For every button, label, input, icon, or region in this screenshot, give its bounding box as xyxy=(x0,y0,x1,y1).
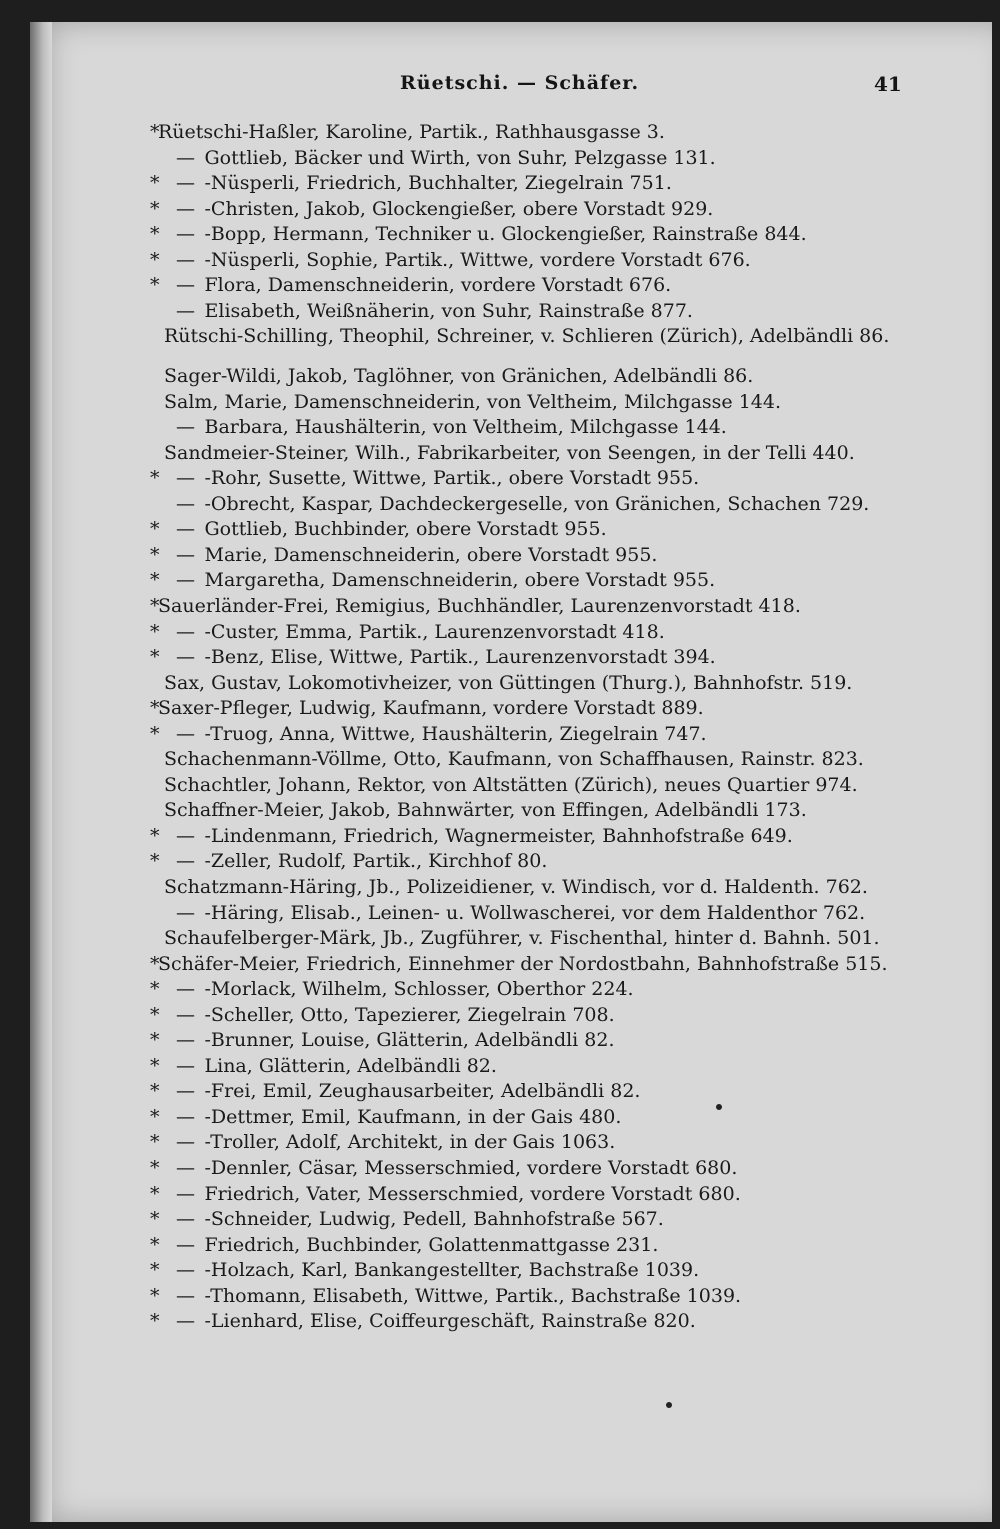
entry-text: Saxer-Pfleger, Ludwig, Kaufmann, vordere Vorstadt 889. xyxy=(158,697,704,720)
entry-body xyxy=(176,197,713,223)
entry-marker: * xyxy=(150,594,160,617)
entry-dash: — xyxy=(176,569,195,592)
entry-text: Schachtler, Johann, Rektor, von Altstätten (Zürich), neues Quartier 974. xyxy=(164,773,858,796)
entry-dash: — xyxy=(176,274,195,297)
entry-dash: — xyxy=(176,824,195,847)
entry-body xyxy=(158,120,665,146)
entry-marker: * xyxy=(150,569,160,592)
entry-text: Rüetschi-Haßler, Karoline, Partik., Rathhausgasse 3. xyxy=(158,121,665,143)
entry-body xyxy=(158,594,801,620)
entry-text: Gottlieb, Bäcker und Wirth, von Suhr, Pelzgasse 131. xyxy=(204,146,716,169)
entry-marker: * xyxy=(150,722,160,745)
entry-text: Rütschi-Schilling, Theophil, Schreiner, v. Schlieren (Zürich), Adelbändli 86. xyxy=(164,325,890,348)
entry-dash: — xyxy=(176,1029,195,1052)
entry-text: Friedrich, Buchbinder, Golattenmattgasse 231. xyxy=(204,1233,659,1256)
entry-body xyxy=(164,773,858,799)
entry-body xyxy=(176,543,657,569)
entry-marker: * xyxy=(150,172,160,195)
entry-dash: — xyxy=(176,901,195,924)
entry-text: -Brunner, Louise, Glätterin, Adelbändli 82. xyxy=(204,1029,615,1052)
entry-marker: * xyxy=(150,1003,160,1026)
entry-body xyxy=(176,1309,696,1335)
entry-marker: * xyxy=(150,518,160,541)
entry-body xyxy=(176,1054,497,1080)
entry-dash: — xyxy=(176,197,195,220)
entry-dash: — xyxy=(176,722,195,745)
entry-body xyxy=(176,824,793,850)
entry-text: -Häring, Elisab., Leinen- u. Wollwascherei, vor dem Haldenthor 762. xyxy=(204,901,866,924)
entry-body xyxy=(176,466,699,492)
entry-body xyxy=(176,568,715,594)
entry-text: Schaufelberger-Märk, Jb., Zugführer, v. Fischenthal, hinter d. Bahnh. 501. xyxy=(164,927,880,949)
entry-body xyxy=(176,171,672,197)
entry-text: Lina, Glätterin, Adelbändli 82. xyxy=(204,1054,497,1077)
entry-marker: * xyxy=(150,223,160,246)
entry-body xyxy=(176,849,547,875)
entry-text: Schatzmann-Häring, Jb., Polizeidiener, v. Windisch, vor d. Haldenth. 762. xyxy=(164,875,868,898)
entry-dash: — xyxy=(176,620,195,643)
entry-text: -Frei, Emil, Zeughausarbeiter, Adelbändli 82. xyxy=(204,1080,641,1103)
entry-body xyxy=(176,977,634,1003)
entry-marker: * xyxy=(150,952,160,975)
print-speck xyxy=(666,1402,672,1408)
entry-marker: * xyxy=(150,1233,160,1256)
entry-text: -Benz, Elise, Wittwe, Partik., Laurenzenvorstadt 394. xyxy=(204,646,716,668)
entry-body xyxy=(164,671,852,697)
entry-dash: — xyxy=(176,492,195,515)
entry-body xyxy=(164,324,889,350)
entry-dash: — xyxy=(176,248,195,271)
entry-text: -Truog, Anna, Wittwe, Haushälterin, Ziegelrain 747. xyxy=(204,722,707,745)
entry-dash: — xyxy=(176,850,195,873)
entry-body xyxy=(176,620,665,646)
entry-dash: — xyxy=(176,172,195,195)
entry-text: -Bopp, Hermann, Techniker u. Glockengießer, Rainstraße 844. xyxy=(204,223,807,246)
entry-body xyxy=(164,747,864,773)
entry-text: -Zeller, Rudolf, Partik., Kirchhof 80. xyxy=(204,850,548,873)
entry-body xyxy=(176,517,607,543)
entry-marker: * xyxy=(150,467,160,490)
entry-dash: — xyxy=(176,1131,195,1154)
entry-dash: — xyxy=(176,416,195,439)
entry-text: Sager-Wildi, Jakob, Taglöhner, von Gränichen, Adelbändli 86. xyxy=(164,365,754,387)
entry-body xyxy=(164,390,781,416)
entry-body xyxy=(164,926,880,952)
entry-dash: — xyxy=(176,543,195,566)
entry-text: -Nüsperli, Friedrich, Buchhalter, Ziegelrain 751. xyxy=(204,172,672,195)
entry-text: -Scheller, Otto, Tapezierer, Ziegelrain 708. xyxy=(204,1003,615,1026)
entry-text: Sax, Gustav, Lokomotivheizer, von Güttingen (Thurg.), Bahnhofstr. 519. xyxy=(164,671,853,694)
entry-marker: * xyxy=(150,1284,160,1307)
entry-text: Schäfer-Meier, Friedrich, Einnehmer der Nordostbahn, Bahnhofstraße 515. xyxy=(158,952,888,975)
entry-marker: * xyxy=(150,1310,160,1333)
entry-body xyxy=(176,645,716,671)
entry-body xyxy=(176,1130,615,1156)
entry-marker: * xyxy=(150,850,160,873)
entry-dash: — xyxy=(176,223,195,246)
entry-marker: * xyxy=(150,543,160,566)
entry-text: -Lindenmann, Friedrich, Wagnermeister, Bahnhofstraße 649. xyxy=(204,824,793,847)
entry-body xyxy=(176,273,671,299)
entry-dash: — xyxy=(176,518,195,541)
page-number: 41 xyxy=(874,72,902,96)
entry-text: -Dennler, Cäsar, Messerschmied, vordere Vorstadt 680. xyxy=(204,1157,738,1179)
entry-text: -Schneider, Ludwig, Pedell, Bahnhofstraße 567. xyxy=(204,1208,664,1231)
entry-body xyxy=(176,415,727,441)
entry-marker: * xyxy=(150,1105,160,1128)
entry-text: Salm, Marie, Damenschneiderin, von Veltheim, Milchgasse 144. xyxy=(164,390,782,413)
entry-text: -Troller, Adolf, Architekt, in der Gais 1063. xyxy=(204,1131,616,1154)
entry-marker: * xyxy=(150,1259,160,1282)
entry-body xyxy=(164,441,855,467)
entry-body xyxy=(176,1284,741,1310)
entry-body xyxy=(176,1233,658,1259)
entry-body xyxy=(176,1003,615,1029)
entry-text: Marie, Damenschneiderin, obere Vorstadt 955. xyxy=(204,543,658,566)
entry-body xyxy=(176,722,707,748)
entry-body xyxy=(158,952,888,978)
entry-body xyxy=(176,248,751,274)
entry-dash: — xyxy=(176,1259,195,1282)
entry-dash: — xyxy=(176,1003,195,1026)
entry-marker: * xyxy=(150,1131,160,1154)
entry-text: Friedrich, Vater, Messerschmied, vordere Vorstadt 680. xyxy=(204,1182,741,1205)
entry-text: -Lienhard, Elise, Coiffeurgeschäft, Rainstraße 820. xyxy=(204,1310,696,1333)
entry-dash: — xyxy=(176,978,195,1001)
entry-body xyxy=(176,1207,664,1233)
entry-body xyxy=(176,299,693,325)
entry-dash: — xyxy=(176,1182,195,1205)
entry-marker: * xyxy=(150,646,160,668)
entry-body xyxy=(176,1105,621,1131)
entry-text: -Rohr, Susette, Wittwe, Partik., obere Vorstadt 955. xyxy=(204,467,700,490)
entry-dash: — xyxy=(176,299,195,322)
entry-body xyxy=(176,1079,640,1105)
entry-dash: — xyxy=(176,1080,195,1103)
directory-entries xyxy=(0,120,1000,1360)
entry-marker: * xyxy=(150,248,160,271)
entry-text: Margaretha, Damenschneiderin, obere Vorstadt 955. xyxy=(204,569,716,592)
entry-body xyxy=(158,696,704,722)
entry-body xyxy=(164,798,807,824)
entry-text: Flora, Damenschneiderin, vordere Vorstadt 676. xyxy=(204,274,672,297)
entry-marker: * xyxy=(150,274,160,297)
entry-marker: * xyxy=(150,1182,160,1205)
entry-body xyxy=(176,1182,741,1208)
entry-marker: * xyxy=(150,824,160,847)
entry-text: -Morlack, Wilhelm, Schlosser, Oberthor 224. xyxy=(204,978,634,1001)
entry-body xyxy=(176,146,716,172)
entry-body xyxy=(176,1028,615,1054)
entry-text: -Custer, Emma, Partik., Laurenzenvorstadt 418. xyxy=(204,620,665,643)
entry-text: Barbara, Haushälterin, von Veltheim, Milchgasse 144. xyxy=(204,416,727,439)
entry-body xyxy=(176,901,865,927)
entry-marker: * xyxy=(150,1054,160,1077)
entry-body xyxy=(164,875,868,901)
entry-text: Schachenmann-Völlme, Otto, Kaufmann, von Schaffhausen, Rainstr. 823. xyxy=(164,748,864,771)
entry-marker: * xyxy=(150,978,160,1001)
entry-text: Elisabeth, Weißnäherin, von Suhr, Rainstraße 877. xyxy=(204,299,693,322)
running-head: Rüetschi. — Schäfer. xyxy=(400,72,640,94)
entry-text: Sauerländer-Frei, Remigius, Buchhändler, Laurenzenvorstadt 418. xyxy=(158,594,801,617)
entry-text: -Christen, Jakob, Glockengießer, obere Vorstadt 929. xyxy=(204,197,714,220)
entry-dash: — xyxy=(176,646,195,668)
entry-text: -Thomann, Elisabeth, Wittwe, Partik., Bachstraße 1039. xyxy=(204,1284,742,1307)
entry-marker: * xyxy=(150,1080,160,1103)
entry-marker: * xyxy=(150,197,160,220)
entry-dash: — xyxy=(176,146,195,169)
entry-dash: — xyxy=(176,1105,195,1128)
entry-dash: — xyxy=(176,1054,195,1077)
entry-marker: * xyxy=(150,1157,160,1179)
entry-dash: — xyxy=(176,1233,195,1256)
entry-marker: * xyxy=(150,620,160,643)
entry-body xyxy=(176,492,869,518)
entry-dash: — xyxy=(176,1284,195,1307)
entry-marker: * xyxy=(150,697,160,720)
entry-body xyxy=(164,364,753,390)
entry-text: -Obrecht, Kaspar, Dachdeckergeselle, von Gränichen, Schachen 729. xyxy=(204,492,870,515)
entry-marker: * xyxy=(150,121,160,143)
entry-marker: * xyxy=(150,1029,160,1052)
entry-dash: — xyxy=(176,1310,195,1333)
entry-dash: — xyxy=(176,1208,195,1231)
entry-text: -Nüsperli, Sophie, Partik., Wittwe, vordere Vorstadt 676. xyxy=(204,248,751,271)
entry-dash: — xyxy=(176,1157,195,1179)
page-header xyxy=(0,72,1000,102)
entry-text: Schaffner-Meier, Jakob, Bahnwärter, von Effingen, Adelbändli 173. xyxy=(164,799,807,822)
entry-text: -Dettmer, Emil, Kaufmann, in der Gais 480. xyxy=(204,1105,622,1128)
entry-marker: * xyxy=(150,1208,160,1231)
entry-body xyxy=(176,1156,737,1182)
entry-text: -Holzach, Karl, Bankangestellter, Bachstraße 1039. xyxy=(204,1259,700,1282)
entry-text: Sandmeier-Steiner, Wilh., Fabrikarbeiter, von Seengen, in der Telli 440. xyxy=(164,441,855,464)
entry-dash: — xyxy=(176,467,195,490)
entry-body xyxy=(176,222,807,248)
entry-text: Gottlieb, Buchbinder, obere Vorstadt 955. xyxy=(204,518,607,541)
print-speck xyxy=(716,1104,722,1110)
entry-body xyxy=(176,1258,699,1284)
